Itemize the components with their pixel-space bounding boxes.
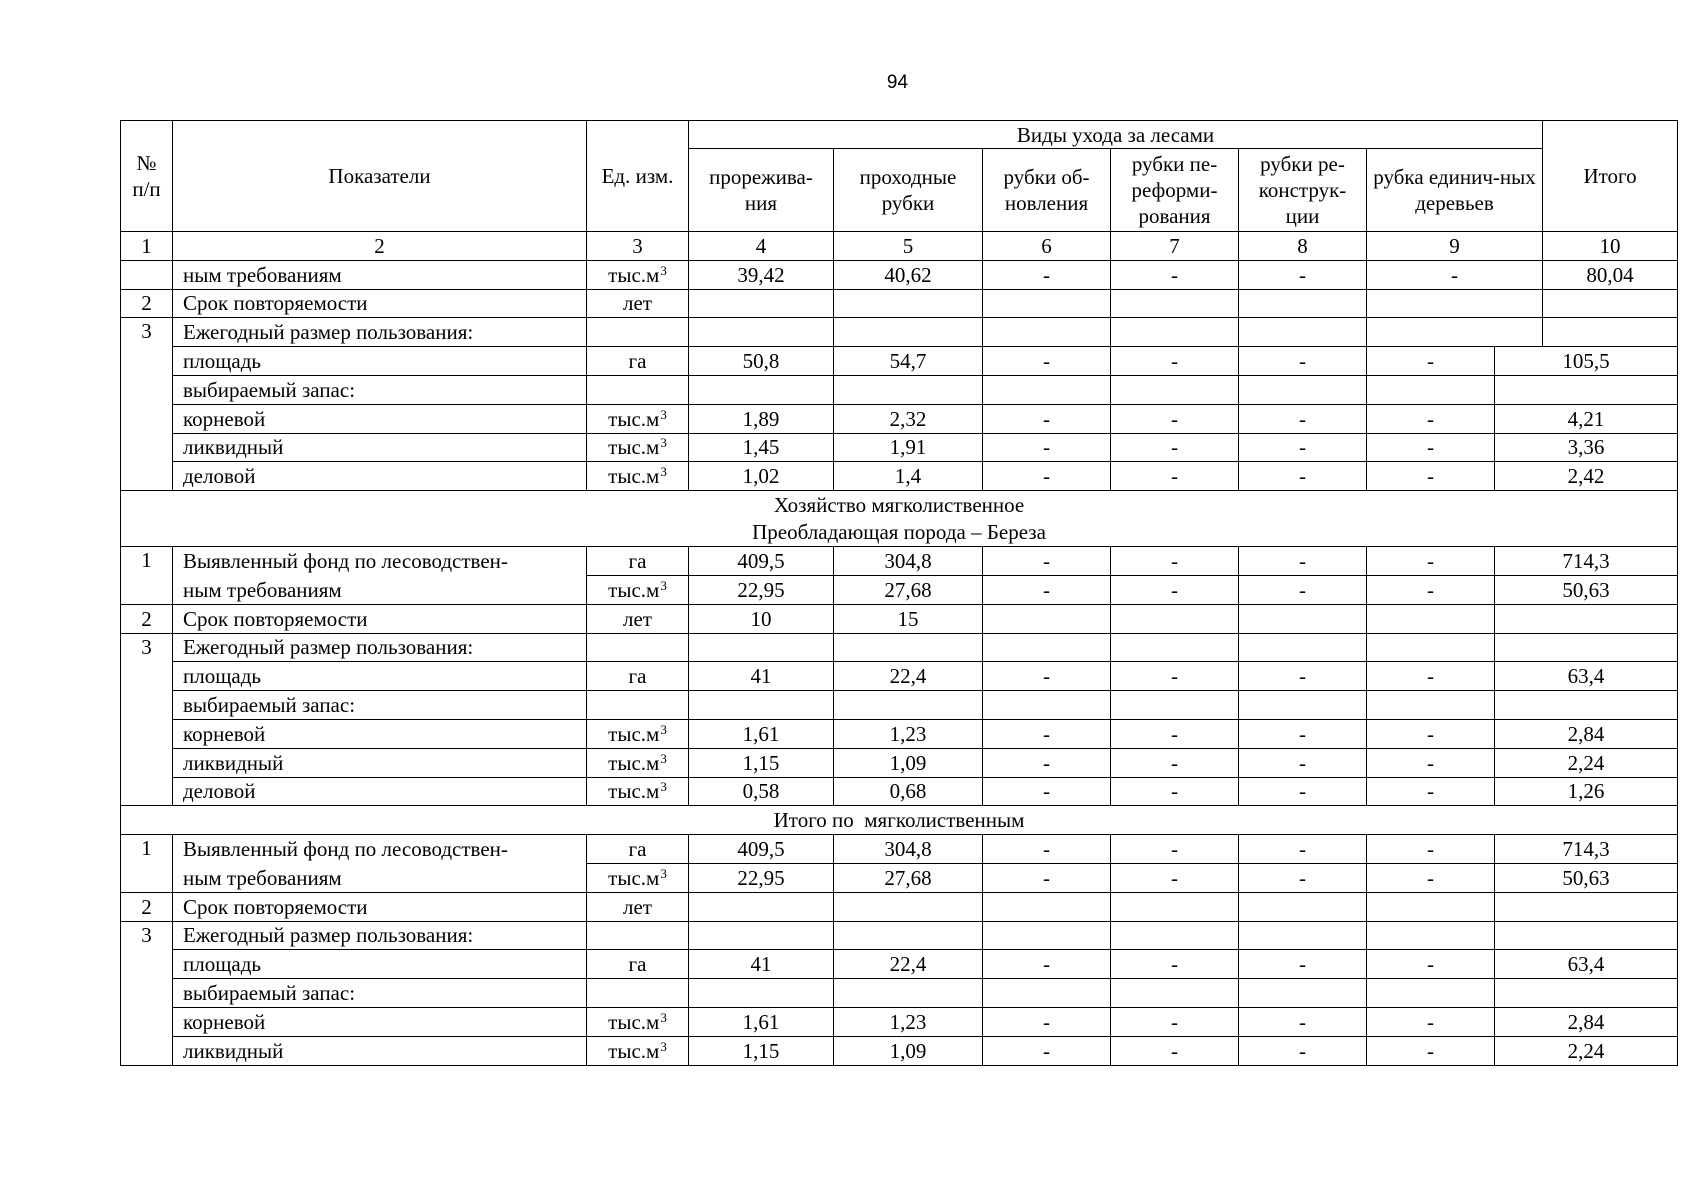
dash-cell: - [1111,777,1239,806]
value-cell: 1,15 [689,748,834,777]
total-cell: 2,24 [1495,1036,1678,1065]
dash-cell: - [983,260,1111,289]
header-unit: Ед. изм. [587,121,689,232]
total-cell: 714,3 [1495,547,1678,576]
value-cell: 1,91 [834,433,983,462]
value-cell: 1,23 [834,1007,983,1036]
table-row [121,662,1678,691]
dash-cell: - [983,748,1111,777]
table-row [121,260,1678,289]
row-label: деловой [173,462,587,491]
table-row [121,547,1678,576]
dash-cell: - [1239,777,1367,806]
table-row [121,462,1678,491]
dash-cell: - [1367,719,1495,748]
dash-cell: - [983,347,1111,376]
unit-cell: га [587,547,689,576]
unit-cell: $тыс.м^3$ [587,777,689,806]
unit-cell: га [587,662,689,691]
dash-cell: - [983,433,1111,462]
row-label: корневой [173,719,587,748]
table-row [121,748,1678,777]
row-number: 2 [121,604,173,633]
table-row [121,777,1678,806]
row-label: ликвидный [173,748,587,777]
total-cell: 2,84 [1495,1007,1678,1036]
dash-cell: - [1111,748,1239,777]
header-col-single-trees: рубка единич-ных деревьев [1367,149,1543,232]
dash-cell: - [1239,835,1367,864]
header-indicators: Показатели [173,121,587,232]
total-cell: 63,4 [1495,662,1678,691]
dash-cell: - [1111,719,1239,748]
dash-cell: - [1239,462,1367,491]
table-row [121,921,1678,950]
unit-cell: $тыс.м^3$ [587,719,689,748]
row-number: 3 [121,921,173,1065]
col-number: 4 [689,232,834,261]
dash-cell: - [1239,404,1367,433]
dash-cell: - [1239,1036,1367,1065]
dash-cell: - [1367,863,1495,892]
dash-cell: - [1367,462,1495,491]
row-label: Ежегодный размер пользования: [173,921,587,950]
dash-cell: - [1111,1007,1239,1036]
row-label: Ежегодный размер пользования: [173,318,587,347]
col-number: 3 [587,232,689,261]
row-label: выбираемый запас: [173,691,587,720]
header-col-thinning: прорежива-ния [689,149,834,232]
row-number: 3 [121,318,173,491]
value-cell: 0,68 [834,777,983,806]
value-cell: 22,4 [834,950,983,979]
unit-cell: $тыс.м^3$ [587,575,689,604]
dash-cell: - [1367,347,1495,376]
unit-cell: лет [587,604,689,633]
dash-cell: - [1111,1036,1239,1065]
header-care-types: Виды ухода за лесами [689,121,1543,149]
value-cell: 1,09 [834,748,983,777]
row-label: корневой [173,404,587,433]
unit-cell: лет [587,892,689,921]
table-row [121,404,1678,433]
value-cell: 1,61 [689,1007,834,1036]
dash-cell: - [1239,433,1367,462]
dash-cell: - [1367,260,1543,289]
table-row [121,433,1678,462]
row-label: Ежегодный размер пользования: [173,633,587,662]
header-num: № п/п [121,121,173,232]
row-label: Срок повторяемости [173,289,587,318]
value-cell: 40,62 [834,260,983,289]
value-cell: 10 [689,604,834,633]
unit-cell: $тыс.м^3$ [587,863,689,892]
value-cell: 1,02 [689,462,834,491]
row-label: выбираемый запас: [173,979,587,1008]
total-cell: 4,21 [1495,404,1678,433]
row-label: ликвидный [173,433,587,462]
dash-cell: - [983,462,1111,491]
dash-cell: - [1239,950,1367,979]
total-cell: 1,26 [1495,777,1678,806]
table-row [121,1036,1678,1065]
dash-cell: - [983,863,1111,892]
dash-cell: - [983,404,1111,433]
unit-cell: $тыс.м^3$ [587,404,689,433]
table-row [121,835,1678,864]
dash-cell: - [1111,950,1239,979]
unit-cell: $тыс.м^3$ [587,1007,689,1036]
row-label: площадь [173,347,587,376]
dash-cell: - [1239,1007,1367,1036]
col-number: 8 [1239,232,1367,261]
row-number: 1 [121,835,173,893]
dash-cell: - [1367,835,1495,864]
dash-cell: - [983,1007,1111,1036]
table-row [121,979,1678,1008]
unit-cell: га [587,347,689,376]
forest-care-table [120,120,1678,1066]
col-number: 7 [1111,232,1239,261]
dash-cell: - [1367,777,1495,806]
dash-cell: - [1367,748,1495,777]
dash-cell: - [1239,662,1367,691]
dash-cell: - [1111,260,1239,289]
dash-cell: - [983,950,1111,979]
unit-cell: га [587,950,689,979]
col-number: 5 [834,232,983,261]
table-row [121,719,1678,748]
table-row [121,575,1678,604]
value-cell: 22,95 [689,575,834,604]
table-row [121,289,1678,318]
dash-cell: - [1239,575,1367,604]
value-cell: 41 [689,950,834,979]
dash-cell: - [1239,719,1367,748]
table-row [121,375,1678,404]
row-label: Выявленный фонд по лесоводствен- [173,835,587,864]
row-label: Срок повторяемости [173,892,587,921]
total-cell: 50,63 [1495,863,1678,892]
header-numbers-row [121,232,1678,261]
dash-cell: - [983,1036,1111,1065]
table-row [121,691,1678,720]
value-cell: 409,5 [689,835,834,864]
total-cell: 105,5 [1495,347,1678,376]
dash-cell: - [1239,260,1367,289]
value-cell: 39,42 [689,260,834,289]
dash-cell: - [1111,433,1239,462]
table-row [121,863,1678,892]
unit-cell: $тыс.м^3$ [587,433,689,462]
header-col-renewal: рубки об-новления [983,149,1111,232]
row-label: ным требованиям [173,575,587,604]
dash-cell: - [1367,662,1495,691]
dash-cell: - [1111,347,1239,376]
unit-cell: $тыс.м^3$ [587,462,689,491]
value-cell: 304,8 [834,547,983,576]
dash-cell: - [1367,433,1495,462]
table-row [121,318,1678,347]
dash-cell: - [983,547,1111,576]
table-row [121,604,1678,633]
unit-cell: $тыс.м^3$ [587,260,689,289]
total-cell: 63,4 [1495,950,1678,979]
dash-cell: - [1367,1007,1495,1036]
row-label: выбираемый запас: [173,375,587,404]
row-label: корневой [173,1007,587,1036]
dash-cell: - [1111,863,1239,892]
dash-cell: - [983,719,1111,748]
row-number: 2 [121,892,173,921]
dash-cell: - [1239,748,1367,777]
col-number: 10 [1543,232,1678,261]
value-cell: 22,4 [834,662,983,691]
row-number: 3 [121,633,173,806]
row-number: 2 [121,289,173,318]
section-heading: Итого по мягколиственным [121,806,1678,835]
dash-cell: - [1239,347,1367,376]
value-cell: 1,4 [834,462,983,491]
dash-cell: - [983,777,1111,806]
table-row [121,633,1678,662]
dash-cell: - [1239,863,1367,892]
col-number: 2 [173,232,587,261]
total-cell: 80,04 [1543,260,1678,289]
value-cell: 22,95 [689,863,834,892]
dash-cell: - [1367,575,1495,604]
unit-cell: $тыс.м^3$ [587,1036,689,1065]
value-cell: 50,8 [689,347,834,376]
dash-cell: - [1367,950,1495,979]
value-cell: 409,5 [689,547,834,576]
table-row [121,950,1678,979]
value-cell: 304,8 [834,835,983,864]
value-cell: 27,68 [834,863,983,892]
dash-cell: - [1367,1036,1495,1065]
dash-cell: - [1111,835,1239,864]
dash-cell: - [1111,404,1239,433]
value-cell: 15 [834,604,983,633]
value-cell: 0,58 [689,777,834,806]
section-title: Хозяйство мягколиственное [773,492,1025,517]
row-label: ным требованиям [173,260,587,289]
col-number: 6 [983,232,1111,261]
row-number: 1 [121,547,173,605]
unit-cell: $тыс.м^3$ [587,748,689,777]
row-label: Выявленный фонд по лесоводствен- [173,547,587,576]
value-cell: 2,32 [834,404,983,433]
unit-cell: лет [587,289,689,318]
value-cell: 41 [689,662,834,691]
dash-cell: - [983,835,1111,864]
total-cell: 50,63 [1495,575,1678,604]
row-label: ликвидный [173,1036,587,1065]
value-cell: 1,23 [834,719,983,748]
row-label: площадь [173,950,587,979]
table-row [121,1007,1678,1036]
dash-cell: - [1111,575,1239,604]
section-heading-row [121,491,1678,547]
total-cell: 2,42 [1495,462,1678,491]
header-col-reform: рубки пе-реформи-рования [1111,149,1239,232]
page-number: 94 [886,72,909,93]
total-cell: 2,84 [1495,719,1678,748]
total-cell: 3,36 [1495,433,1678,462]
header-total: Итого [1543,121,1678,232]
dash-cell: - [1367,547,1495,576]
col-number: 9 [1367,232,1543,261]
dash-cell: - [1111,547,1239,576]
table-row [121,892,1678,921]
dash-cell: - [1111,662,1239,691]
row-label: площадь [173,662,587,691]
row-label: деловой [173,777,587,806]
row-label: ным требованиям [173,863,587,892]
dash-cell: - [983,575,1111,604]
col-number: 1 [121,232,173,261]
header-row-1 [121,121,1678,149]
table-row [121,347,1678,376]
dash-cell: - [1367,404,1495,433]
value-cell: 1,45 [689,433,834,462]
total-cell: 714,3 [1495,835,1678,864]
value-cell: 1,61 [689,719,834,748]
dash-cell: - [983,662,1111,691]
header-col-pass: проходные рубки [834,149,983,232]
dash-cell: - [1111,462,1239,491]
value-cell: 1,89 [689,404,834,433]
section-subtitle: Преобладающая порода – Береза [752,519,1046,544]
value-cell: 54,7 [834,347,983,376]
total-cell: 2,24 [1495,748,1678,777]
header-col-reconstruct: рубки ре-конструк-ции [1239,149,1367,232]
section-heading [121,491,1678,547]
dash-cell: - [1239,547,1367,576]
value-cell: 1,09 [834,1036,983,1065]
unit-cell: га [587,835,689,864]
row-label: Срок повторяемости [173,604,587,633]
value-cell: 1,15 [689,1036,834,1065]
value-cell: 27,68 [834,575,983,604]
section-heading-row [121,806,1678,835]
